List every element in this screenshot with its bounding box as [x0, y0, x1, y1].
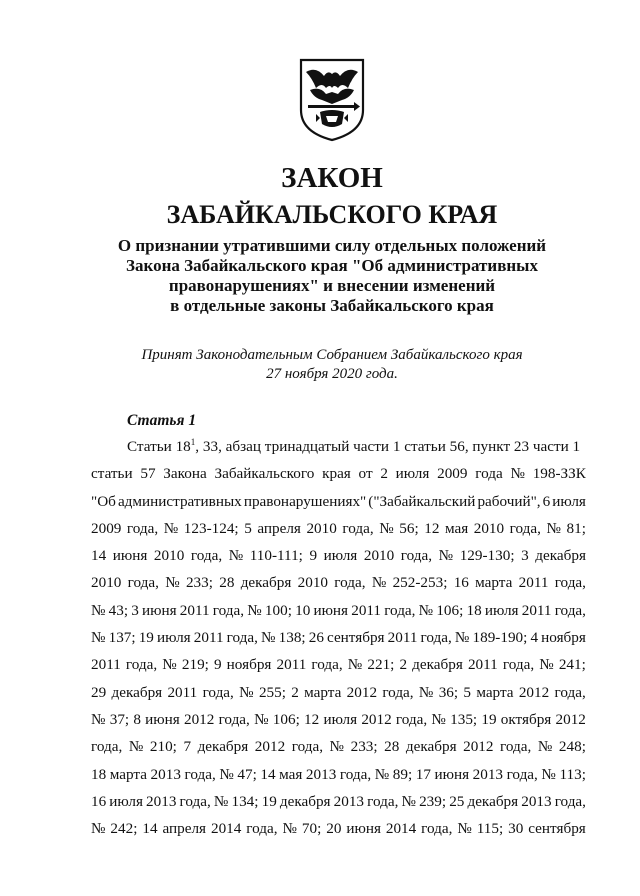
word: 56;	[399, 519, 419, 537]
word: марта	[476, 683, 514, 701]
word: мая	[279, 765, 303, 783]
word: "Об	[91, 492, 116, 510]
word: 20	[326, 820, 342, 838]
word: №	[546, 519, 561, 537]
word: №	[282, 820, 297, 838]
word: декабря	[405, 738, 457, 756]
word: года,	[218, 710, 250, 728]
word: 198-ЗЗК	[532, 465, 586, 483]
word: года,	[190, 547, 223, 565]
word: 14	[260, 765, 276, 783]
word: апреля	[162, 820, 207, 838]
word: 37;	[109, 710, 130, 728]
word: года,	[395, 710, 428, 728]
word: от	[358, 465, 373, 483]
word: 18	[91, 765, 107, 783]
article-line	[91, 597, 586, 624]
word: года,	[554, 601, 586, 619]
superscript: 1	[190, 437, 196, 447]
word: №	[213, 792, 229, 810]
word: июля	[323, 547, 358, 565]
word: 36;	[438, 683, 459, 701]
word: 29	[91, 683, 107, 701]
word: года,	[382, 683, 414, 701]
word: 28	[219, 574, 235, 592]
word: ноября	[541, 629, 586, 647]
article-line	[91, 542, 586, 569]
word: 248;	[558, 738, 586, 756]
subtitle-line: правонарушениях" и внесении изменений	[168, 276, 496, 295]
article-line	[91, 761, 586, 788]
word: 43;	[108, 601, 129, 619]
word: статьи	[91, 465, 133, 483]
word: 30	[508, 820, 524, 838]
word: 233;	[350, 738, 378, 756]
word: №	[219, 765, 234, 783]
word: июня	[142, 601, 177, 619]
word: 233;	[185, 574, 213, 592]
word: 2012	[361, 710, 392, 728]
word: 4	[530, 629, 539, 647]
word: июня	[112, 547, 148, 565]
word: года,	[384, 601, 416, 619]
word: края	[322, 465, 351, 483]
word: марта	[109, 765, 147, 783]
word: 2010	[306, 519, 337, 537]
word: 17	[415, 765, 431, 783]
word: 28	[384, 738, 400, 756]
article-line	[91, 788, 586, 815]
word: 2009	[91, 519, 122, 537]
word: года,	[500, 738, 532, 756]
word: №	[91, 629, 106, 647]
word: рабочий",	[477, 492, 541, 510]
word: 2011	[518, 574, 549, 592]
word: 26	[308, 629, 324, 647]
word: Закона	[163, 465, 207, 483]
subtitle-line: в отдельные законы Забайкальского края	[170, 296, 494, 315]
word: 70;	[301, 820, 322, 838]
word: 2014	[210, 820, 242, 838]
word: 6	[542, 492, 551, 510]
word: июля	[395, 465, 430, 483]
word: года,	[342, 519, 374, 537]
word: 2014	[385, 820, 417, 838]
word: 2011	[193, 629, 224, 647]
word: 221;	[367, 656, 395, 674]
word: 47;	[237, 765, 257, 783]
article-first-line	[91, 433, 586, 460]
word: октября	[500, 710, 552, 728]
word: декабря	[111, 683, 163, 701]
adoption-note	[0, 346, 640, 384]
word: 135;	[450, 710, 478, 728]
word: №	[454, 629, 470, 647]
word: года,	[179, 792, 211, 810]
word: года,	[506, 765, 538, 783]
word: 189-190;	[472, 629, 528, 647]
word: года,	[502, 656, 535, 674]
adoption-date: 27 ноября 2020 года.	[266, 366, 398, 382]
word: года,	[339, 765, 372, 783]
word: 57	[140, 465, 156, 483]
word: 2011	[91, 656, 121, 674]
word: 241;	[558, 656, 586, 674]
word: года,	[554, 792, 586, 810]
word: №	[261, 629, 276, 647]
word: №	[541, 765, 556, 783]
law-subtitle	[0, 236, 640, 316]
word: декабря	[467, 792, 519, 810]
article-line	[91, 706, 586, 733]
word: 2011	[387, 629, 418, 647]
word: года,	[212, 601, 245, 619]
word: №	[431, 710, 446, 728]
word: года,	[421, 820, 453, 838]
article-line	[91, 733, 586, 760]
word: 2011	[276, 656, 307, 674]
article-line	[91, 460, 586, 487]
word: декабря	[279, 792, 331, 810]
word: 2012	[254, 738, 286, 756]
word: №	[510, 465, 525, 483]
article-line	[91, 651, 586, 678]
word: года,	[226, 629, 258, 647]
word: 2011	[351, 601, 382, 619]
article-line	[91, 624, 586, 651]
word: №	[162, 656, 177, 674]
word: 2011	[179, 601, 210, 619]
region-title: ЗАБАЙКАЛЬСКОГО КРАЯ	[166, 200, 498, 229]
word: №	[418, 683, 434, 701]
word: декабря	[240, 574, 292, 592]
subtitle-line: О признании утратившими силу отдельных положений	[117, 236, 547, 255]
word: 2	[380, 465, 388, 483]
word: №	[371, 574, 387, 592]
word: года,	[311, 656, 343, 674]
word: 12	[304, 710, 320, 728]
word: 115;	[476, 820, 504, 838]
text-fragment: Статьи 18	[127, 438, 191, 455]
word: №	[239, 683, 254, 701]
word: сентября	[528, 820, 586, 838]
word: №	[418, 601, 434, 619]
word: №	[379, 519, 394, 537]
word: 2013	[305, 765, 337, 783]
word: 18	[466, 601, 482, 619]
word: Забайкальского	[214, 465, 315, 483]
word: 129-130;	[459, 547, 515, 565]
word: №	[163, 519, 179, 537]
word: 5	[463, 683, 472, 701]
word: №	[228, 547, 244, 565]
article-line	[91, 488, 586, 515]
word: 3	[521, 547, 529, 565]
word: года,	[554, 683, 586, 701]
word: 2013	[146, 792, 177, 810]
word: 25	[449, 792, 465, 810]
word: марта	[475, 574, 513, 592]
word: №	[128, 738, 144, 756]
word: №	[165, 574, 180, 592]
word: 5	[244, 519, 252, 537]
article-line	[91, 679, 586, 706]
article-heading: Статья 1	[127, 412, 197, 429]
word: года,	[554, 574, 586, 592]
word: апреля	[257, 519, 301, 537]
word: года,	[400, 547, 433, 565]
word: года,	[367, 792, 399, 810]
word: правонарушениях"	[243, 492, 367, 510]
word: 7	[183, 738, 192, 756]
word: 9	[309, 547, 318, 565]
word: 2013	[150, 765, 181, 783]
word: 100;	[264, 601, 292, 619]
word: №	[347, 656, 363, 674]
text-fragment: , 33, абзац тринадцатый части 1 статьи 56, пункт 23 части 1	[195, 438, 581, 455]
word: 2010	[297, 574, 328, 592]
word: ("Забайкальский	[368, 492, 476, 510]
word: №	[457, 820, 472, 838]
word: 16	[91, 792, 107, 810]
word: 110-111;	[249, 547, 303, 565]
article-line	[91, 569, 586, 596]
article-first-line-text	[127, 433, 580, 460]
word: 2011	[467, 656, 498, 674]
word: 2	[399, 656, 408, 674]
word: марта	[304, 683, 342, 701]
word: 137;	[108, 629, 136, 647]
word: июня	[346, 820, 381, 838]
word: 12	[424, 519, 440, 537]
word: 3	[131, 601, 139, 619]
word: 123-124;	[183, 519, 239, 537]
word: 219;	[181, 656, 209, 674]
word: декабря	[197, 738, 249, 756]
coat-of-arms-emblem	[298, 58, 366, 142]
word: №	[247, 601, 262, 619]
word: 10	[295, 601, 311, 619]
word: №	[329, 738, 345, 756]
word: 242;	[110, 820, 138, 838]
word: июля	[484, 601, 519, 619]
word: июня	[145, 710, 180, 728]
word: 16	[453, 574, 469, 592]
article-line	[91, 815, 586, 842]
word: 89;	[392, 765, 413, 783]
word: сентября	[327, 629, 385, 647]
word: 138;	[278, 629, 306, 647]
word: июня	[434, 765, 470, 783]
word: июня	[313, 601, 349, 619]
word: 8	[133, 710, 141, 728]
word: декабря	[412, 656, 463, 674]
word: июля	[109, 792, 143, 810]
word: года,	[202, 683, 234, 701]
article-body	[91, 433, 586, 842]
word: 19	[261, 792, 277, 810]
word: административных	[117, 492, 242, 510]
subtitle-line: Закона Забайкальского края "Об административных	[126, 256, 538, 275]
word: 2012	[183, 710, 215, 728]
word: года,	[184, 765, 216, 783]
word: 113;	[559, 765, 586, 783]
adoption-line: Принят Законодательным Собранием Забайкальского края	[141, 347, 523, 363]
law-title: ЗАКОН	[281, 162, 383, 194]
word: №	[539, 656, 554, 674]
word: 2013	[333, 792, 365, 810]
word: года,	[246, 820, 278, 838]
word: 255;	[258, 683, 286, 701]
word: 2013	[521, 792, 552, 810]
word: года,	[509, 519, 541, 537]
word: 19	[138, 629, 154, 647]
word: 2	[291, 683, 299, 701]
word: 2010	[153, 547, 185, 565]
word: 2010	[363, 547, 395, 565]
word: 2012	[518, 683, 550, 701]
word: 2013	[472, 765, 504, 783]
word: ноября	[226, 656, 272, 674]
word: 2011	[521, 601, 552, 619]
word: года	[475, 465, 503, 483]
word: 2009	[437, 465, 468, 483]
word: №	[91, 601, 106, 619]
word: года,	[291, 738, 323, 756]
word: года,	[126, 519, 159, 537]
word: 134;	[231, 792, 259, 810]
word: 14	[142, 820, 158, 838]
word: 106;	[272, 710, 300, 728]
word: 106;	[436, 601, 464, 619]
word: 210;	[149, 738, 177, 756]
word: 2012	[346, 683, 378, 701]
word: года,	[420, 629, 452, 647]
word: №	[537, 738, 553, 756]
word: №	[254, 710, 269, 728]
word: года,	[125, 656, 158, 674]
word: 2011	[167, 683, 198, 701]
word: №	[438, 547, 454, 565]
article-line	[91, 515, 586, 542]
word: 9	[213, 656, 222, 674]
word: 81;	[566, 519, 586, 537]
word: июля	[552, 492, 586, 510]
word: 2010	[91, 574, 122, 592]
word: 2012	[463, 738, 494, 756]
word: 19	[481, 710, 497, 728]
word: 2010	[473, 519, 505, 537]
word: июля	[323, 710, 358, 728]
word: №	[374, 765, 390, 783]
word: июля	[156, 629, 191, 647]
word: №	[91, 820, 106, 838]
word: №	[401, 792, 416, 810]
word: года,	[334, 574, 366, 592]
word: №	[91, 710, 106, 728]
word: 239;	[419, 792, 447, 810]
word: 252-253;	[392, 574, 448, 592]
word: 14	[91, 547, 107, 565]
word: 2012	[555, 710, 586, 728]
word: года,	[91, 738, 123, 756]
word: года,	[127, 574, 159, 592]
word: декабря	[535, 547, 586, 565]
word: мая	[444, 519, 469, 537]
